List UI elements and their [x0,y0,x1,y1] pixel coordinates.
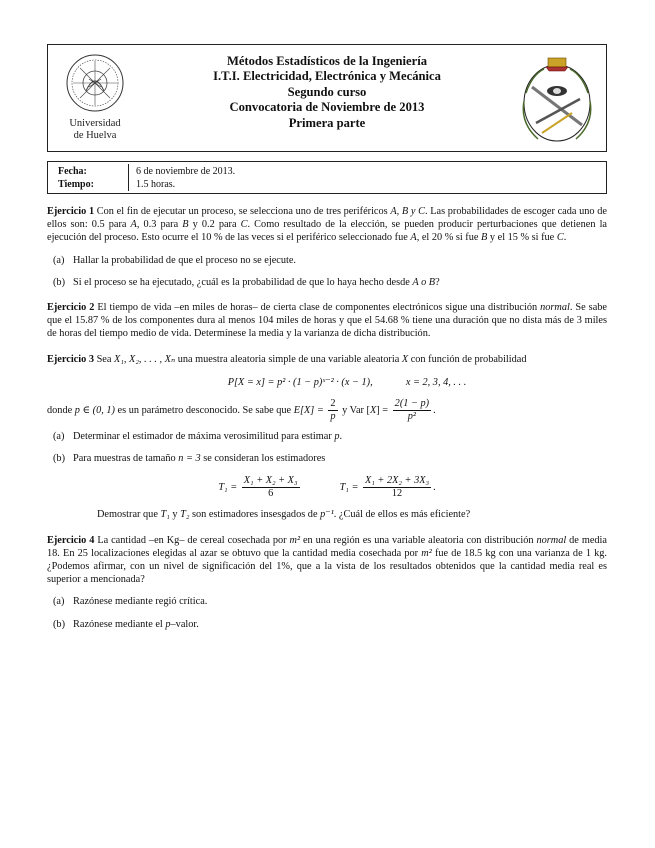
estimator-label: T₁ = [218,482,238,494]
item-symbol: n = 3 [178,453,201,465]
exercise-1-text: y el 15 % si fue [487,232,557,244]
exercise-1-symbol: C [240,219,248,231]
exercise-3-text: y Var [ [342,404,370,416]
university-seal-icon [56,51,134,145]
exercise-2-text: . Se sabe que el 15.87 % de los componentes dura al menos 104 miles de horas y que el 54.68 % tiene una duración que no dista más de 3 miles de horas del tiempo medio de vida. Determínese la media y la varianza de dicha distribución. [47,302,607,340]
item-text: Si el proceso se ha ejecutado, ¿cuál es la probabilidad de que lo haya hecho desde [73,276,413,288]
exercise-1-symbol: A [410,232,417,244]
item-symbol: p [334,431,340,443]
exercise-2 [47,301,607,341]
exercise-3-param: p ∈ (0, 1) [74,404,115,416]
item-symbol: p [165,618,171,630]
exercise-1-text: . [563,232,567,244]
exercise-1-symbol: B [481,232,488,244]
exercise-3-note [47,508,607,521]
time-label: Tiempo: [58,179,94,190]
logo-text-1: Universidad [69,118,121,129]
exercise-3-text: una muestra aleatoria simple de una variable aleatoria [175,353,402,365]
exercise-2-emph: normal [540,302,570,314]
exercise-1-symbol: B [182,219,189,231]
time-value: 1.5 horas. [136,179,176,190]
exercise-3-statement [47,353,607,366]
header-box [47,44,607,152]
exercise-3-text: Sea [96,353,115,365]
item-text: –valor. [170,618,199,630]
exercise-1-text: , el 20 % si fue [416,232,482,244]
item-text: Determinar el estimador de máxima verosimilitud para estimar [73,431,335,443]
engineering-crest-icon [518,53,596,145]
estimator-fraction [242,475,300,500]
item-marker: (b) [53,276,66,288]
exercise-3-sample: X₁, X₂, . . . , Xₙ [114,353,176,365]
exercise-3-text: con función de probabilidad [408,353,527,365]
fraction-numerator: 2 [330,398,336,410]
exam-page [47,44,607,631]
estimators-equation [47,475,607,500]
expectation-fraction [328,398,337,423]
note-text: Demostrar que [97,509,161,521]
logo-text-2: de Huelva [73,130,117,141]
exercise-2-text: El tiempo de vida –en miles de horas– de cierta clase de componentes electrónicos sigue una distribución [97,302,541,314]
title-course: Segundo curso [287,84,367,99]
date-value: 6 de noviembre de 2013. [136,166,236,177]
info-row-time [48,178,606,191]
exercise-3-moments [47,398,607,423]
fraction-numerator: 2(1 − p) [394,398,430,410]
fraction-numerator: X₁ + X₂ + X₃ [243,475,298,487]
item-text: Para muestras de tamaño [73,453,179,465]
estimator-label: T₁ = [339,482,359,494]
exercise-4-unit: m² [421,547,432,559]
pmf-formula: P[X = x] = p² · (1 − p)ˣ⁻² · (x − 1), [227,376,373,388]
item-text: Razónese mediante el [73,618,166,630]
title-block [148,54,506,131]
estimator-t1 [218,475,301,500]
note-text: son estimadores insesgados de [189,509,321,521]
variance-fraction [393,398,431,423]
exercise-3-title: Ejercicio 3 [47,353,94,365]
exercise-4-text: en una región es una variable aleatoria con distribución [300,534,537,546]
exercise-4-text: de media 18. En 25 localizaciones elegidas al azar se obtuvo que la cantidad media cosechada por [47,534,607,559]
exercise-1-text: . Las probabilidades de escoger cada uno de ellos son: 0.5 para [47,206,607,231]
title-degree: I.T.I. Electricidad, Electrónica y Mecánica [213,69,441,84]
info-box [47,161,607,194]
title-session: Convocatoria de Noviembre de 2013 [229,100,425,115]
item-marker: (a) [53,254,65,266]
exercise-3-item-b [47,452,607,465]
note-symbol: T₁ [160,509,170,521]
exercise-1-text: Con el fin de ejecutar un proceso, se selecciona uno de tres periféricos [96,206,391,217]
exercise-4-statement [47,534,607,587]
title-part: Primera parte [288,115,366,130]
note-text: y [169,509,181,521]
item-marker: (b) [53,453,66,465]
exercise-4-title: Ejercicio 4 [47,534,95,546]
note-symbol: p⁻¹ [320,509,334,521]
pmf-support: x = 2, 3, 4, . . . [405,376,467,388]
exercise-4-item-a [47,595,607,608]
item-marker: (a) [53,596,65,608]
exercise-1 [47,205,607,289]
exercise-1-item-a [47,254,607,267]
exercise-3-text: ] = [376,404,389,416]
exercise-1-text: . Como resultado de la elección, se pueden producir perturbaciones que detienen la ejecución del proceso. Esto ocurre el 10 % de las veces si el periférico seleccionado fue [47,219,608,244]
exercise-4 [47,534,607,631]
estimator-t2 [340,475,436,500]
fraction-numerator: X₁ + 2X₂ + 3X₃ [364,475,430,487]
estimator-fraction [363,475,431,500]
exercise-1-symbol: A [130,219,137,231]
exercise-4-item-b [47,618,607,631]
exercise-1-symbols: A, B y C [390,206,425,217]
item-text: se consideran los estimadores [200,453,326,465]
date-label: Fecha: [58,166,87,177]
exercise-1-symbol: C [556,232,564,244]
exercise-3-symbol: X [401,353,409,365]
item-marker: (b) [53,618,66,630]
exercise-1-text: y 0.2 para [188,219,241,231]
exercise-1-statement [47,205,607,245]
estimator-end: . [433,482,436,494]
expectation-label: E[X] = [293,404,324,416]
exercise-3-text: . [433,404,436,416]
exercise-4-emph: normal [536,534,567,546]
item-symbol: A o B [412,276,436,288]
exercise-4-unit: m² [289,534,301,546]
exercise-3 [47,353,607,522]
exercise-3-text: donde [47,404,75,416]
item-text: Razónese mediante regió crítica. [73,596,208,608]
fraction-denominator: p² [407,411,416,423]
exercise-3-text: es un parámetro desconocido. Se sabe que [114,404,294,416]
exercise-2-statement [47,301,607,341]
item-text: Hallar la probabilidad de que el proceso no se ejecute. [73,254,297,266]
note-text: . ¿Cuál de ellos es más eficiente? [333,509,471,521]
exercise-3-item-a [47,430,607,443]
fraction-denominator: 6 [268,488,274,500]
exercise-1-item-b [47,276,607,289]
exercise-3-symbol: X [369,404,377,416]
exercise-1-text: , 0.3 para [136,219,183,231]
exercise-1-title: Ejercicio 1 [47,206,95,217]
exercise-4-text: fue de 18.5 kg con una varianza de 1 kg. ¿Podemos afirmar, con un nivel de significación del 1%, que a la vista de los resultados obtenidos que la cantidad media real es superior a mencionada? [47,547,608,586]
pmf-equation [87,376,607,389]
fraction-denominator: 12 [391,488,403,500]
fraction-denominator: p [330,411,336,423]
item-marker: (a) [53,431,65,443]
title-subject: Métodos Estadísticos de la Ingeniería [226,54,428,68]
exercise-4-text: La cantidad –en Kg– de cereal cosechada por [97,534,290,546]
item-text: . [339,431,343,443]
exercise-2-title: Ejercicio 2 [47,302,95,314]
info-row-date [48,165,606,178]
note-symbol: T₂ [180,509,190,521]
item-text: ? [435,276,440,288]
